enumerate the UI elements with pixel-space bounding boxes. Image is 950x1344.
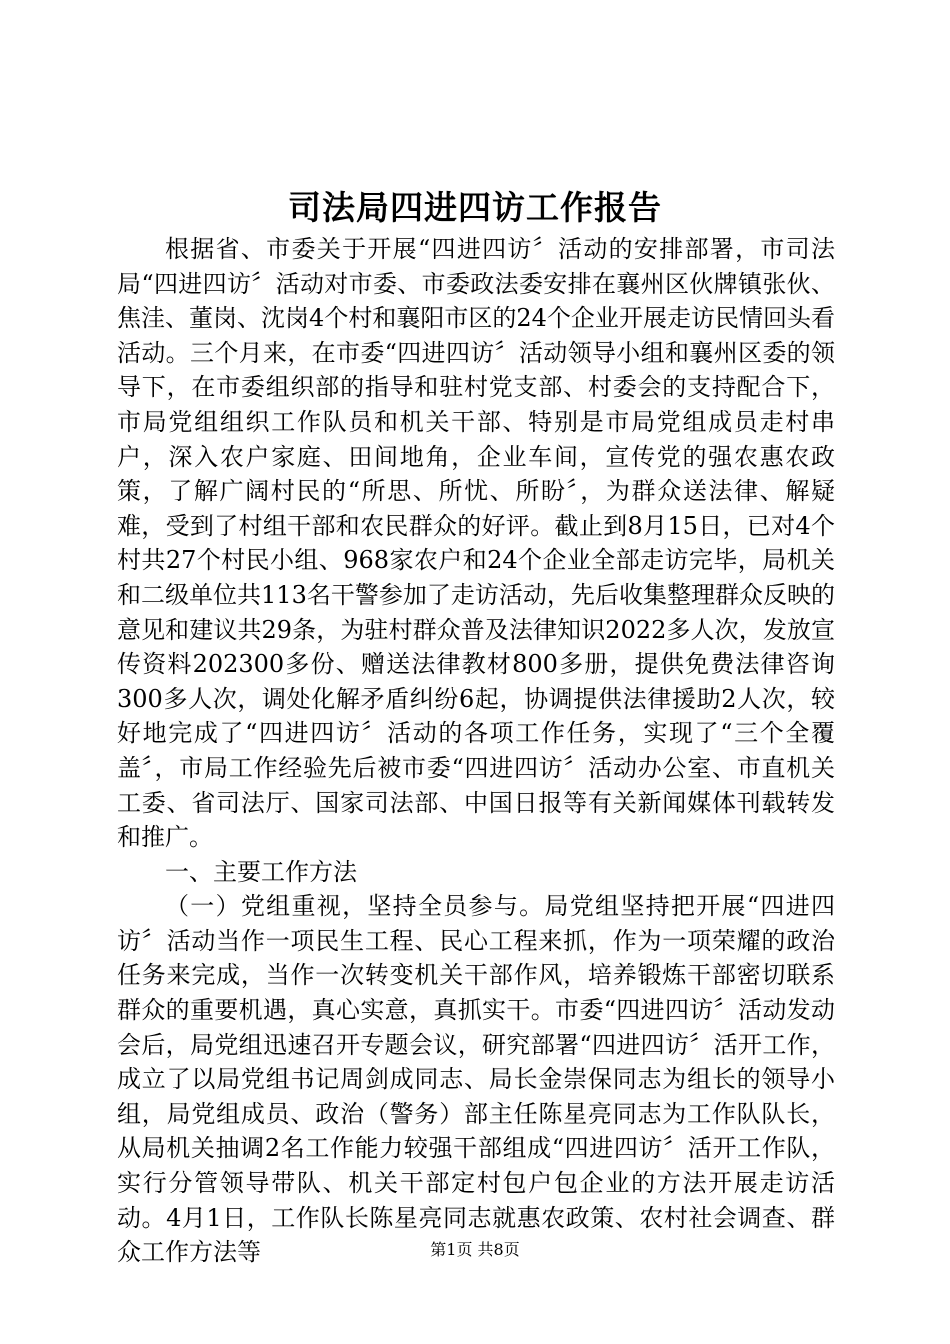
page-footer: 第1页 共8页 [430, 1240, 520, 1259]
body-paragraph: （一）党组重视，坚持全员参与。局党组坚持把开展“四进四访〞活动当作一项民生工程、民心工程来抓，作为一项荣耀的政治任务来完成，当作一次转变机关干部作风，培养锻炼干部密切联系群众的重要机遇，真心实意，真抓实干。市委“四进四访〞活动发动会后，局党组迅速召开专题会议，研究部署“四进四访〞活开工作，成立了以局党组书记周剑成同志、局长金崇保同志为组长的领导小组，局党组成员、政治（警务）部主任陈星亮同志为工作队队长，从局机关抽调2名工作能力较强干部组成“四进四访〞活开工作队，实行分管领导带队、机关干部定村包户包企业的方法开展走访活动。4月1日，工作队长陈星亮同志就惠农政策、农村社会调查、群众工作方法等 [117, 892, 835, 1267]
document-body [117, 232, 835, 1270]
intro-paragraph: 根据省、市委关于开展“四进四访〞活动的安排部署，市司法局“四进四访〞活动对市委、市委政法委安排在襄州区伙牌镇张伙、焦洼、董岗、沈岗4个村和襄阳市区的24个企业开展走访民情回头看活动。三个月来，在市委“四进四访〞活动领导小组和襄州区委的领导下，在市委组织部的指导和驻村党支部、村委会的支持配合下，市局党组组织工作队员和机关干部、特别是市局党组成员走村串户，深入农户家庭、田间地角，企业车间，宣传党的强农惠农政策，了解广阔村民的“所思、所忧、所盼〞，为群众送法律、解疑难，受到了村组干部和农民群众的好评。截止到8月15日，已对4个村共27个村民小组、968家农户和24个企业全部走访完毕，局机关和二级单位共113名干警参加了走访活动，先后收集整理群众反映的意见和建议共29条，为驻村群众普及法律知识2022多人次，发放宣传资料202300多份、赠送法律教材800多册，提供免费法律咨询300多人次，调处化解矛盾纠纷6起，协调提供法律援助2人次，较好地完成了“四进四访〞活动的各项工作任务，实现了“三个全覆盖〞，市局工作经验先后被市委“四进四访〞活动办公室、市直机关工委、省司法厅、国家司法部、中国日报等有关新闻媒体刊载转发和推广。 [117, 235, 835, 852]
document-title: 司法局四进四访工作报告 [288, 188, 662, 227]
section-heading: 一、主要工作方法 [165, 857, 357, 886]
